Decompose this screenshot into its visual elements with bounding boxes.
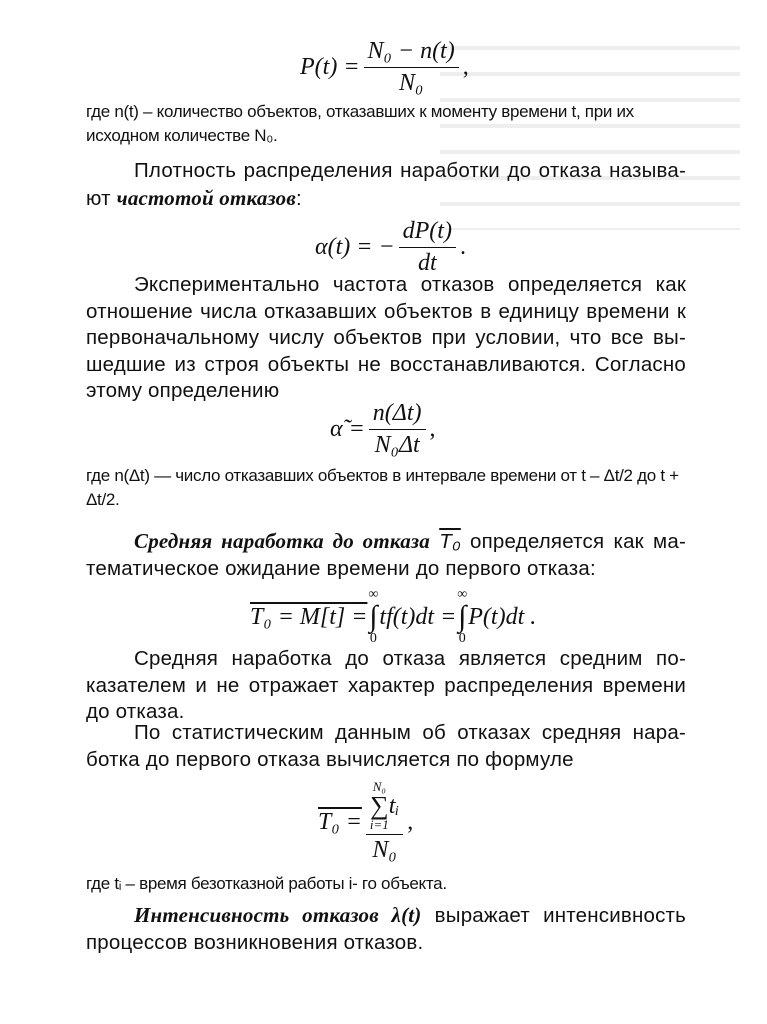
paragraph-intensity [86, 902, 686, 956]
text: Плотность распределения наработки до отказа называ-ют [86, 159, 686, 210]
formula-frequency-estimate [330, 400, 436, 459]
formula-lhs: α(t) = − [315, 234, 395, 260]
text: Средняя наработка до отказа является средним по-казателем и не отражает характер распределения времени до отказа. [86, 647, 686, 723]
integral-upper: ∞ [368, 587, 379, 602]
text: определяется как ма-тематическое ожидание времени до первого отказа: [86, 530, 686, 580]
paragraph-mean-time [86, 528, 686, 582]
integral [457, 588, 467, 646]
note-text: где n(t) – количество объектов, отказавших к моменту времени t, при их исходном количестве N₀. [86, 102, 634, 145]
sum-upper: N₀ [372, 779, 386, 794]
formula-lhs: α̃ = [330, 416, 365, 442]
fraction [366, 780, 403, 864]
integrand-1: tf(t)dt = [379, 603, 457, 630]
formula-statistical-mean [318, 780, 413, 864]
formula-lhs: P(t) = [300, 54, 360, 80]
text: : [295, 186, 302, 210]
formula-failure-rate-density [315, 218, 466, 277]
integral-lower: 0 [458, 631, 466, 646]
note-text: где n(Δt) — число отказавших объектов в интервале времени от t – Δt/2 до t + Δt/2. [86, 466, 679, 509]
fraction [364, 38, 459, 97]
integral-icon: ∫ [369, 600, 378, 633]
term-mean-time-to-failure: Средняя наработка до отказа [134, 529, 431, 553]
note-text: где tᵢ – время безотказной работы i- го объекта. [86, 874, 447, 893]
integrand-2: P(t)dt . [468, 603, 537, 630]
numerator: dP(t) [399, 218, 456, 248]
paragraph-experiment [86, 272, 686, 405]
term-failure-intensity: Интенсивность отказов λ(t) [134, 903, 422, 927]
numerator: n(Δt) [369, 400, 426, 430]
sum [370, 780, 389, 832]
denominator: N₀Δt [374, 432, 420, 458]
text: По статистическим данным об отказах средняя нара-ботка до первого отказа вычисляется по формуле [86, 721, 686, 771]
symbol-t0: T₀ [439, 530, 461, 553]
formula-survival [300, 38, 469, 97]
formula-tail: , [462, 54, 469, 80]
formula-lhs: T₀ = [318, 808, 362, 835]
paragraph-mean-description [86, 646, 686, 726]
fraction [369, 400, 426, 459]
formula-lhs: T₀ = M[t] = [250, 603, 368, 630]
fraction [399, 218, 456, 277]
text: выражает интенсивность процессов возникновения отказов. [86, 904, 686, 954]
text: Экспериментально частота отказов определяется как отношение числа отказавших объектов в единицу времени к первоначальному числу объектов при условии, что все вы-шедшие из строя объекты не восстанавливаются. Согласно этому определению [86, 273, 686, 402]
formula-tail: , [407, 808, 414, 835]
sum-lower: i=1 [369, 817, 389, 832]
note-n-of-t [86, 100, 686, 148]
formula-tail: . [459, 234, 466, 260]
denominator: N₀ [398, 70, 424, 96]
note-delta-t [86, 464, 686, 512]
note-ti [86, 872, 686, 896]
numerator [366, 780, 403, 835]
integral [368, 588, 378, 646]
integral-lower: 0 [369, 631, 377, 646]
integral-icon: ∫ [458, 600, 467, 633]
sum-term: tᵢ [388, 792, 400, 819]
formula-tail: , [429, 416, 436, 442]
paragraph-statistics [86, 720, 686, 773]
term-failure-frequency: частотой отказов [116, 185, 296, 210]
formula-mean [250, 588, 536, 646]
paragraph-density [86, 158, 686, 212]
denominator: N₀ [372, 837, 397, 863]
numerator: N₀ − n(t) [364, 38, 459, 68]
sum-icon: ∑ [370, 791, 389, 820]
denominator: dt [417, 250, 437, 276]
integral-upper: ∞ [457, 587, 468, 602]
